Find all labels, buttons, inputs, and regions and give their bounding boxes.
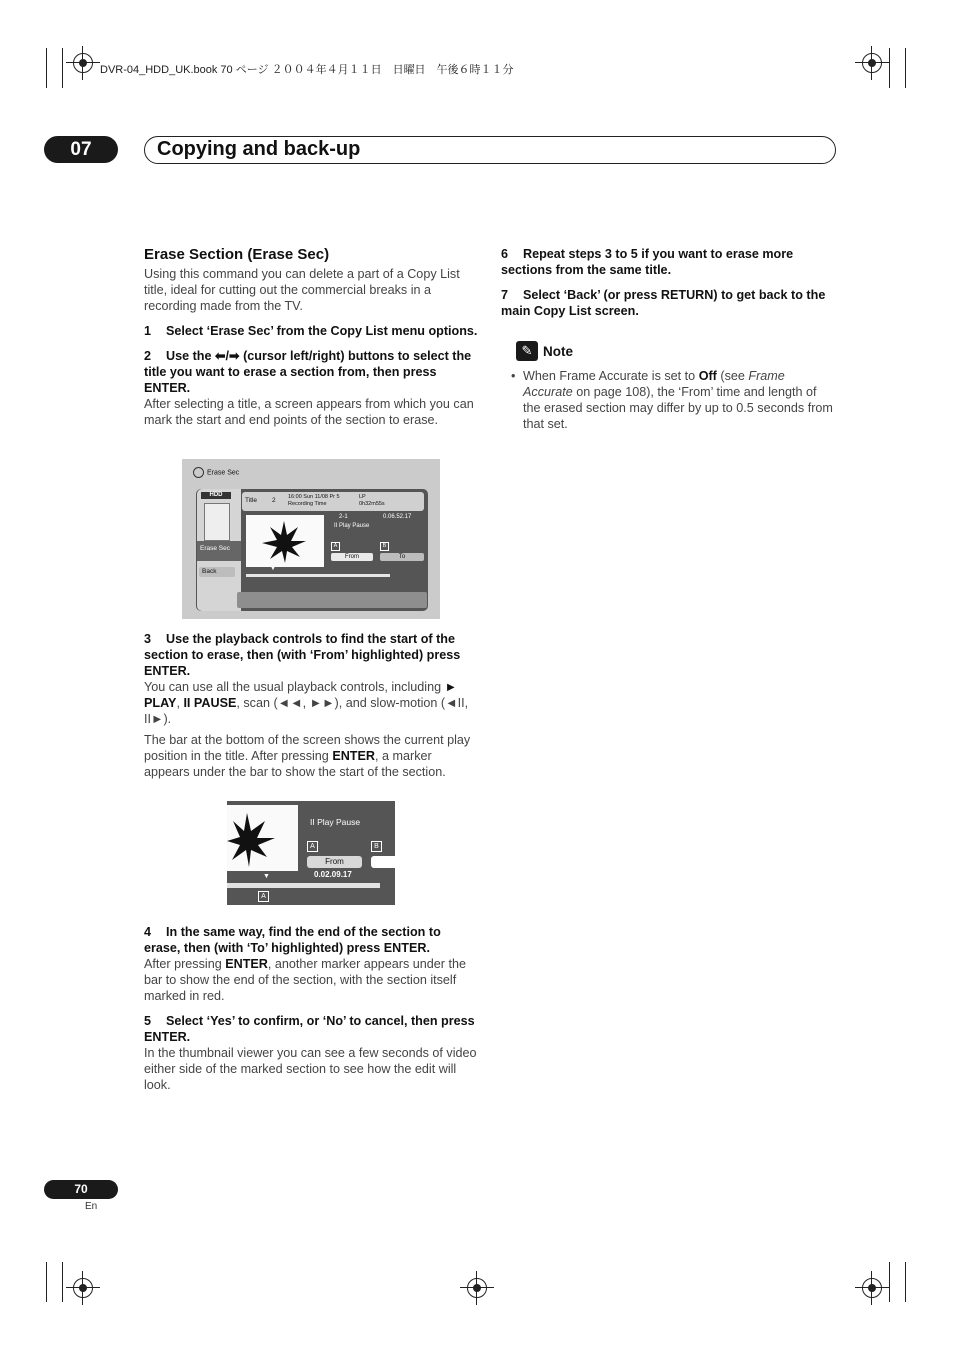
play-pause-status: II Play Pause	[334, 523, 370, 529]
print-info: DVR-04_HDD_UK.book 70 ページ ２００４年４月１１日 日曜日 午後６時１１分	[100, 64, 514, 76]
to-button[interactable]: To	[380, 553, 424, 561]
marker-a: A	[331, 542, 340, 551]
step-2: 2 Use the ⬅/➡ (cursor left/right) buttons to select the title you want to erase a section from, then press ENTER.	[144, 349, 472, 395]
bar-marker-a: A	[258, 891, 269, 902]
recording-mode: LP 0h32m55s	[359, 494, 385, 507]
step-3-body-2: The bar at the bottom of the screen shows the current play position in the title. After pressing ENTER, a marker appears under the bar to show the start of the section.	[144, 733, 471, 779]
leaf-image	[246, 515, 324, 567]
registration-mark-icon	[862, 53, 882, 73]
hdd-tag: HDD	[201, 492, 231, 499]
position-bar	[227, 883, 380, 888]
hdd-drive-icon	[204, 503, 230, 541]
registration-mark-icon	[73, 53, 93, 73]
crop-mark	[62, 1262, 63, 1302]
intro-text: Using this command you can delete a part of a Copy List title, ideal for cutting out the commercial breaks in a recording made from the TV.	[144, 267, 460, 313]
to-button[interactable]	[371, 856, 395, 868]
chapter-number: 07	[44, 136, 118, 163]
marker-b: B	[380, 542, 389, 551]
step-5: 5 Select ‘Yes’ to confirm, or ‘No’ to cancel, then press ENTER.	[144, 1014, 475, 1044]
step-3-block	[144, 631, 480, 780]
marker-b: B	[371, 841, 382, 852]
registration-mark-icon	[862, 1278, 882, 1298]
play-time: 0.06.52.17	[383, 514, 412, 520]
marker-a: A	[307, 841, 318, 852]
step-4: 4 In the same way, find the end of the section to erase, then (with ‘To’ highlighted) press ENTER.	[144, 925, 441, 955]
step-1: 1 Select ‘Erase Sec’ from the Copy List menu options.	[144, 324, 478, 338]
crop-mark	[905, 48, 906, 88]
title-info-box	[242, 492, 424, 511]
from-time: 0.02.09.17	[314, 870, 352, 879]
step-3: 3 Use the playback controls to find the start of the section to erase, then (with ‘From’ highlighted) press ENTER.	[144, 632, 461, 678]
position-bar	[246, 574, 390, 577]
note-bullet: • When Frame Accurate is set to Off (see Frame Accurate on page 108), the ‘From’ time and length of the erased section may differ by up to 0.5 seconds from that set.	[511, 369, 833, 431]
right-column	[501, 246, 837, 319]
thumbnail	[246, 515, 324, 567]
section-heading: Erase Section (Erase Sec)	[144, 246, 330, 263]
title-label: Title	[245, 497, 258, 504]
step-3-body-1: You can use all the usual playback controls, including ► PLAY, II PAUSE, scan (◄◄, ►►), and slow-motion (◄II, II►).	[144, 680, 469, 726]
steps-4-5-block	[144, 924, 480, 1093]
back-button[interactable]: Back	[199, 567, 235, 577]
crop-mark	[62, 48, 63, 88]
step-7: 7 Select ‘Back’ (or press RETURN) to get back to the main Copy List screen.	[501, 288, 826, 318]
thumbnail	[227, 805, 298, 871]
left-column-top	[144, 246, 480, 428]
step-4-body: After pressing ENTER, another marker appears under the bar to show the end of the section, with the section itself marked in red.	[144, 957, 467, 1003]
bullet-dot: •	[511, 369, 516, 383]
recording-info: 16:00 Sun 11/08 Pr 5 Recording Time	[288, 494, 340, 507]
leaf-image	[227, 805, 298, 871]
note-pencil-icon: ✎	[516, 341, 538, 361]
crop-mark	[889, 1262, 890, 1302]
registration-mark-icon	[467, 1278, 487, 1298]
erase-sec-screen	[182, 459, 440, 619]
chapter-title: Copying and back-up	[157, 138, 361, 160]
crop-mark	[46, 1262, 47, 1302]
play-pause-status: II Play Pause	[310, 817, 361, 827]
page-language: En	[85, 1201, 98, 1212]
step-5-body: In the thumbnail viewer you can see a few seconds of video either side of the marked section to see how the edit will look.	[144, 1046, 477, 1092]
menu-erase-sec[interactable]: Erase Sec	[197, 541, 241, 561]
step-6: 6 Repeat steps 3 to 5 if you want to erase more sections from the same title.	[501, 247, 794, 277]
page-number: 70	[44, 1180, 118, 1199]
clip-number: 2-1	[339, 514, 348, 520]
crop-mark	[46, 48, 47, 88]
from-button[interactable]: From	[331, 553, 373, 561]
position-arrow-icon: ▼	[270, 566, 276, 572]
step-2-body: After selecting a title, a screen appears from which you can mark the start and end points of the section to erase.	[144, 397, 474, 427]
title-number: 2	[272, 497, 276, 504]
disc-icon	[193, 467, 204, 478]
note-heading: Note	[543, 344, 573, 359]
registration-mark-icon	[73, 1278, 93, 1298]
screen-footer	[237, 592, 427, 608]
screen-header: Erase Sec	[193, 467, 239, 478]
from-marker-screen	[227, 801, 395, 905]
from-button[interactable]: From	[307, 856, 362, 868]
crop-mark	[905, 1262, 906, 1302]
position-arrow-icon: ▼	[263, 873, 270, 880]
crop-mark	[889, 48, 890, 88]
